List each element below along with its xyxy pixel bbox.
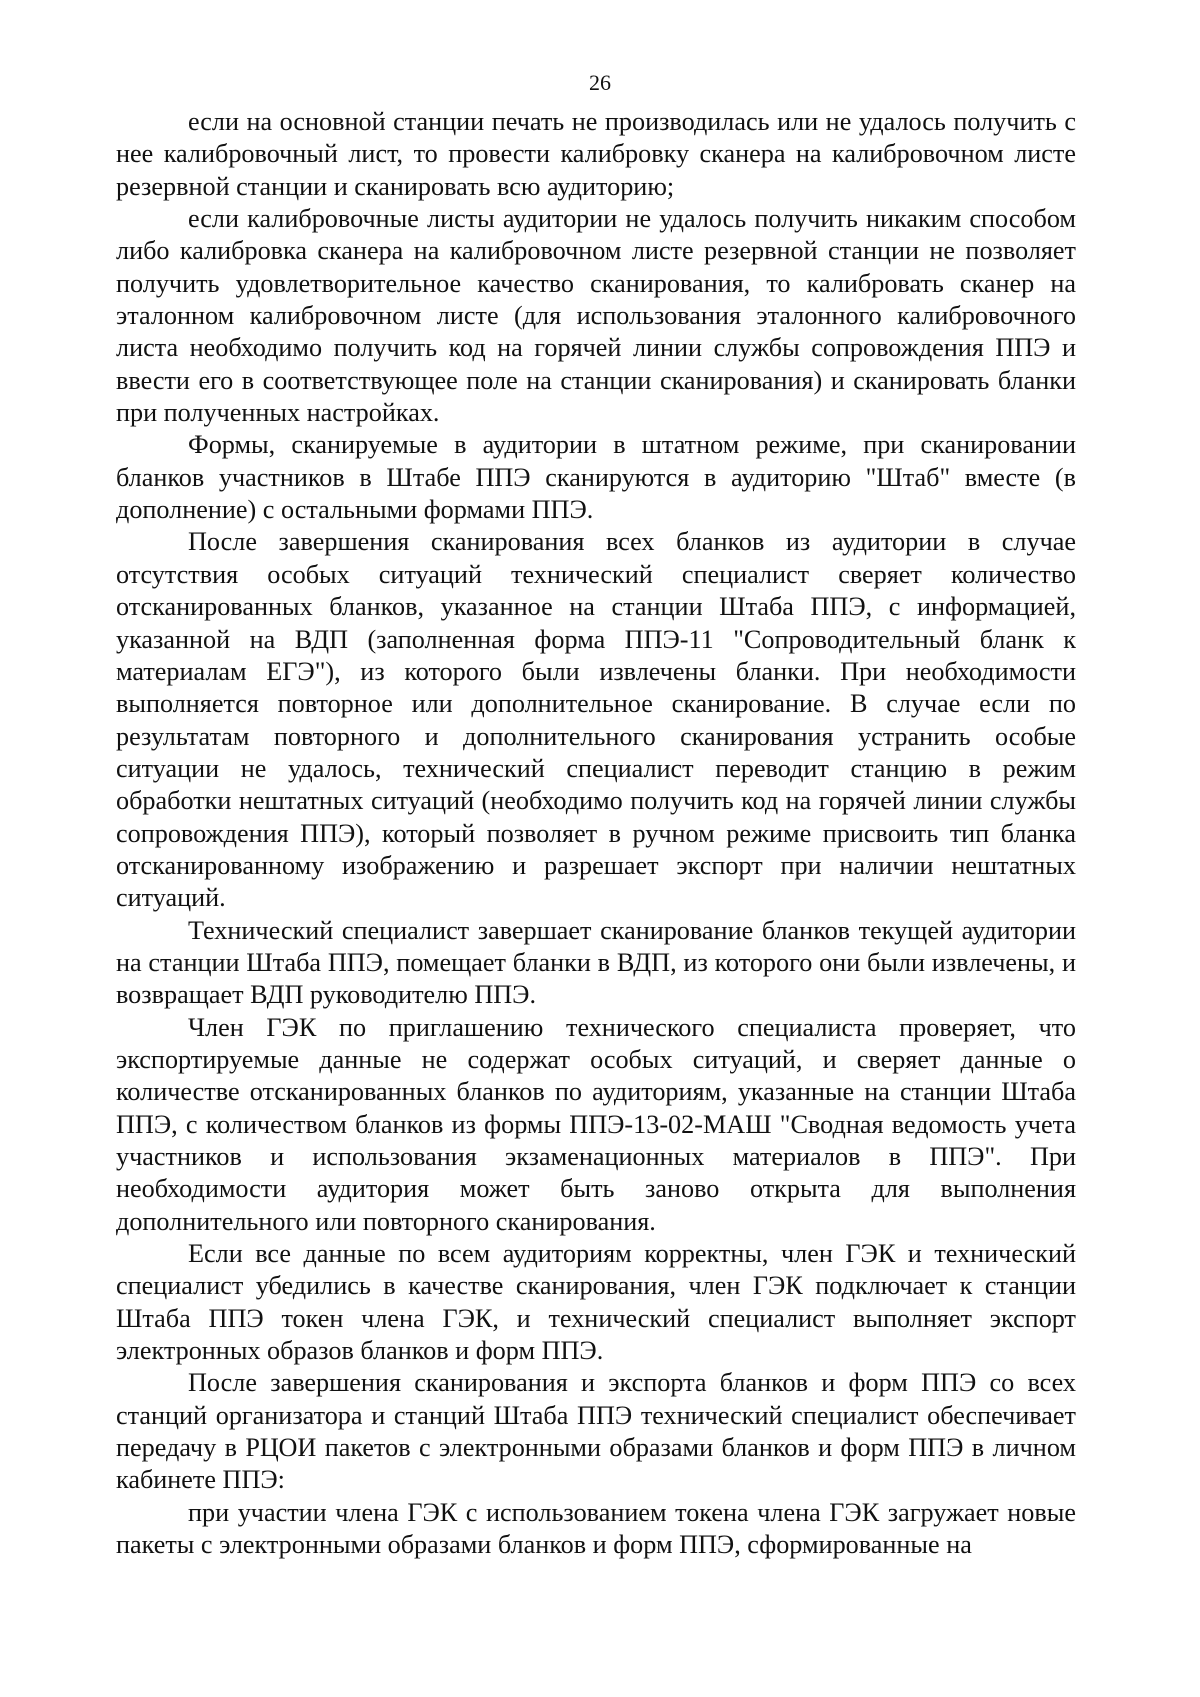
paragraph: После завершения сканирования и экспорта бланков и форм ППЭ со всех станций организатора и станций Штаба ППЭ технический специалист обеспечивает передачу в РЦОИ пакетов с электронными образами бланков и форм ППЭ в личном кабинете ППЭ:: [116, 1368, 1076, 1495]
paragraph: при участии члена ГЭК с использованием токена члена ГЭК загружает новые пакеты с электронными образами бланков и форм ППЭ, сформированные на: [116, 1497, 1076, 1560]
paragraph: Технический специалист завершает сканирование бланков текущей аудитории на станции Штаба ППЭ, помещает бланки в ВДП, из которого они были извлечены, и возвращает ВДП руководителю ППЭ.: [116, 915, 1076, 1010]
body-text: [116, 106, 1076, 1561]
paragraph: если калибровочные листы аудитории не удалось получить никаким способом либо калибровка сканера на калибровочном листе резервной станции не позволяет получить удовлетворительное качество сканирования, то калибровать сканер на эталонном калибровочном листе (для использования эталонного калибровочного листа необходимо получить код на горячей линии службы сопровождения ППЭ и ввести его в соответствующее поле на станции сканирования) и сканировать бланки при полученных настройках.: [116, 204, 1076, 428]
paragraph: Если все данные по всем аудиториям корректны, член ГЭК и технический специалист убедились в качестве сканирования, член ГЭК подключает к станции Штаба ППЭ токен члена ГЭК, и технический специалист выполняет экспорт электронных образов бланков и форм ППЭ.: [116, 1239, 1076, 1366]
paragraph: Член ГЭК по приглашению технического специалиста проверяет, что экспортируемые данные не содержат особых ситуаций, и сверяет данные о количестве отсканированных бланков по аудиториям, указанные на станции Штаба ППЭ, с количеством бланков из формы ППЭ-13-02-МАШ "Сводная ведомость учета участников и использования экзаменационных материалов в ППЭ". При необходимости аудитория может быть заново открыта для выполнения дополнительного или повторного сканирования.: [116, 1012, 1076, 1236]
paragraph: После завершения сканирования всех бланков из аудитории в случае отсутствия особых ситуаций технический специалист сверяет количество отсканированных бланков, указанное на станции Штаба ППЭ, с информацией, указанной на ВДП (заполненная форма ППЭ-11 "Сопроводительный бланк к материалам ЕГЭ"), из которого были извлечены бланки. При необходимости выполняется повторное или дополнительное сканирование. В случае если по результатам повторного и дополнительного сканирования устранить особые ситуации не удалось, технический специалист переводит станцию в режим обработки нештатных ситуаций (необходимо получить код на горячей линии службы сопровождения ППЭ), который позволяет в ручном режиме присвоить тип бланка отсканированному изображению и разрешает экспорт при наличии нештатных ситуаций.: [116, 527, 1076, 913]
paragraph: Формы, сканируемые в аудитории в штатном режиме, при сканировании бланков участников в Штабе ППЭ сканируются в аудиторию "Штаб" вместе (в дополнение) с остальными формами ППЭ.: [116, 430, 1076, 525]
page-number: 26: [589, 70, 611, 95]
paragraph: если на основной станции печать не производилась или не удалось получить с нее калибровочный лист, то провести калибровку сканера на калибровочном листе резервной станции и сканировать всю аудиторию;: [116, 107, 1076, 201]
